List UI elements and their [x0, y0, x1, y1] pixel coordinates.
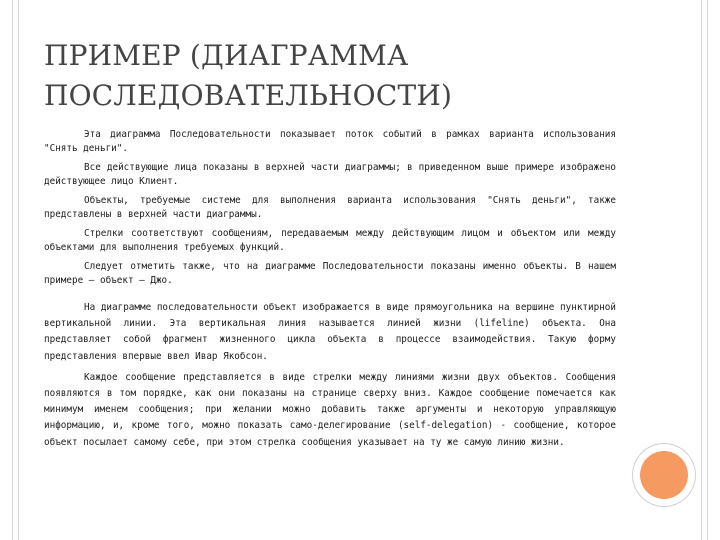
- paragraph-objects: Объекты, требуемые системе для выполнения варианта использования "Снять деньги", также представлены в верхней части диаграммы.: [44, 195, 616, 220]
- decorative-orange-circle: [640, 451, 688, 499]
- left-border-line: [12, 0, 13, 540]
- paragraph-arrows: Стрелки соответствуют сообщениям, передаваемым между действующим лицом и объектом или между объектами для выполнения требуемых функций.: [44, 228, 616, 253]
- left-border-line-inner: [18, 0, 19, 540]
- paragraph-messages: Каждое сообщение представляется в виде стрелки между линиями жизни двух объектов. Сообщения появляются в том порядке, как они показаны на странице сверху вниз. Каждое сообщение помечается как минимум именем сообщения; при желании можно добавить также аргументы и некоторую управляющую информацию, и, кроме того, можно показать само-делегирование (self-delegation) - сообщение, которое объект посылает самому себе, при этом стрелка сообщения указывает на ту же самую линию жизни.: [44, 371, 616, 448]
- slide-title: ПРИМЕР (ДИАГРАММА ПОСЛЕДОВАТЕЛЬНОСТИ): [44, 39, 453, 112]
- paragraph-actors: Все действующие лица показаны в верхней части диаграммы; в приведенном выше примере изображено действующее лицо Клиент.: [44, 162, 616, 187]
- slide-body: [44, 128, 616, 456]
- paragraph-note: Следует отметить также, что на диаграмме Последовательности показаны именно объекты. В нашем примере – объект – Джо.: [44, 261, 616, 286]
- right-border-line-inner: [701, 0, 702, 540]
- right-border-line: [707, 0, 708, 540]
- paragraph-lifeline: На диаграмме последовательности объект изображается в виде прямоугольника на вершине пунктирной вертикальной линии. Эта вертикальная линия называется линией жизни (lifeline) объекта. Она представляет собой фрагмент жизненного цикла объекта в процессе взаимодействия. Такую форму представления впервые ввел Ивар Якобсон.: [44, 302, 616, 362]
- paragraph-flow: Эта диаграмма Последовательности показывает поток событий в рамках варианта использования "Снять деньги".: [44, 129, 616, 154]
